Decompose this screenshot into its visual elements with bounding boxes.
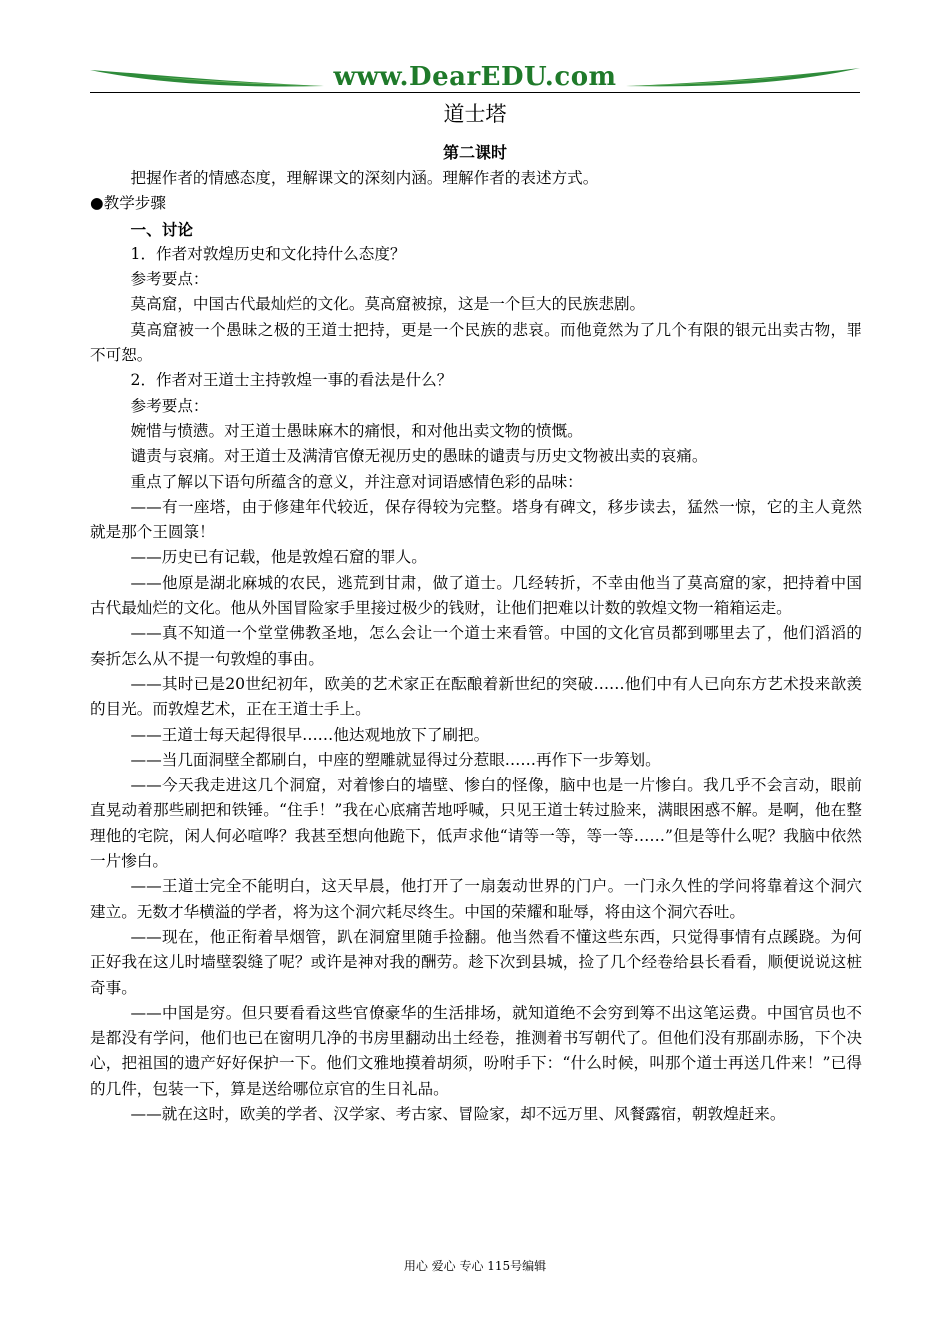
- focus-instruction: 重点了解以下语句所蕴含的意义，并注意对词语感情色彩的品味：: [130, 472, 583, 491]
- page-title: 道士塔: [443, 102, 507, 126]
- quote-paragraph: ——王道士每天起得很早……他达观地放下了刷把。: [130, 725, 490, 744]
- answer-2-point-1: 婉惜与愤懑。对王道士愚昧麻木的痛恨，和对他出卖文物的愤慨。: [130, 421, 583, 440]
- quote-paragraph: ——中国是穷。但只要看看这些官僚豪华的生活排场，就知道绝不会穷到筹不出这笔运费。中国官员也不是都没有学问，他们也已在窗明几净的书房里翻动出土经卷，推测着书写朝代了。但他们没有那副赤肠，下个决心，把祖国的遗产好好保护一下。他们文雅地摸着胡须，吩咐手下：“什么时候，叫那个道士再送几件来！”已得的几件，包装一下，算是送给哪位京官的生日礼品。: [90, 1003, 862, 1098]
- question-1: 1．作者对敦煌历史和文化持什么态度？: [130, 244, 406, 263]
- answer-1-point-2: 莫高窟被一个愚昧之极的王道士把持，更是一个民族的悲哀。而他竟然为了几个有限的银元出卖古物，罪不可恕。: [90, 320, 862, 365]
- site-header-banner: [88, 62, 862, 94]
- answer-2-point-2: 谴责与哀痛。对王道士及满清官僚无视历史的愚昧的谴责与历史文物被出卖的哀痛。: [130, 447, 708, 466]
- site-logo-text: www.DearEDU.com: [333, 62, 617, 92]
- quote-paragraph: ——今天我走进这几个洞窟，对着惨白的墙壁、惨白的怪像，脑中也是一片惨白。我几乎不会言动，眼前直晃动着那些刷把和铁锤。“住手！”我在心底痛苦地呼喊，只见王道士转过脸来，满眼困惑不解。是啊，他在整理他的宅院，闲人何必喧哗？我甚至想向他跪下，低声求他“请等一等，等一等……”但是等什么呢？我脑中依然一片惨白。: [90, 776, 862, 871]
- part-heading-discussion: 一、讨论: [130, 219, 193, 239]
- question-2: 2．作者对王道士主持敦煌一事的看法是什么？: [130, 371, 453, 390]
- lesson-subtitle: 第二课时: [442, 143, 507, 162]
- quote-paragraph: ——他原是湖北麻城的农民，逃荒到甘肃，做了道士。几经转折，不幸由他当了莫高窟的家，把持着中国古代最灿烂的文化。他从外国冒险家手里接过极少的钱财，让他们把难以计数的敦煌文物一箱箱运走。: [90, 573, 862, 618]
- quote-paragraph: ——历史已有记载，他是敦煌石窟的罪人。: [130, 548, 427, 567]
- page-footer: 用心 爱心 专心 115号编辑: [403, 1259, 547, 1273]
- quote-paragraph: ——当几面洞壁全都刷白，中座的塑雕就显得过分惹眼……再作下一步筹划。: [130, 750, 661, 769]
- header-rule: [90, 92, 860, 93]
- quote-paragraph: ——有一座塔，由于修建年代较近，保存得较为完整。塔身有碑文，移步读去，猛然一惊，它的主人竟然就是那个王圆箓！: [90, 497, 862, 542]
- reference-label-2: 参考要点：: [130, 396, 209, 415]
- section-heading-steps: ●教学步骤: [90, 194, 166, 213]
- answer-1-point-1: 莫高窟，中国古代最灿烂的文化。莫高窟被掠，这是一个巨大的民族悲剧。: [130, 295, 646, 314]
- quote-paragraph: ——现在，他正衔着旱烟管，趴在洞窟里随手捡翻。他当然看不懂这些东西，只觉得事情有点蹊跷。为何正好我在这儿时墙壁裂缝了呢？或许是神对我的酬劳。趁下次到县城，捡了几个经卷给县长看看，顺便说说这桩奇事。: [90, 927, 862, 997]
- quote-paragraph: ——真不知道一个堂堂佛教圣地，怎么会让一个道士来看管。中国的文化官员都到哪里去了，他们滔滔的奏折怎么从不提一句敦煌的事由。: [90, 624, 862, 668]
- reference-label-1: 参考要点：: [130, 270, 209, 289]
- quote-paragraph: ——就在这时，欧美的学者、汉学家、考古家、冒险家，却不远万里、风餐露宿，朝敦煌赶来。: [130, 1104, 786, 1123]
- document-body: [90, 166, 862, 1127]
- objective-paragraph: 把握作者的情感态度，理解课文的深刻内涵。理解作者的表述方式。: [130, 169, 599, 187]
- quote-paragraph: ——其时已是20世纪初年，欧美的艺术家正在酝酿着新世纪的突破……他们中有人已向东方艺术投来歆羡的目光。而敦煌艺术，正在王道士手上。: [90, 674, 862, 719]
- quote-paragraph: ——王道士完全不能明白，这天早晨，他打开了一扇轰动世界的门户。一门永久性的学问将靠着这个洞穴建立。无数才华横溢的学者，将为这个洞穴耗尽终生。中国的荣耀和耻辱，将由这个洞穴吞吐。: [90, 877, 862, 921]
